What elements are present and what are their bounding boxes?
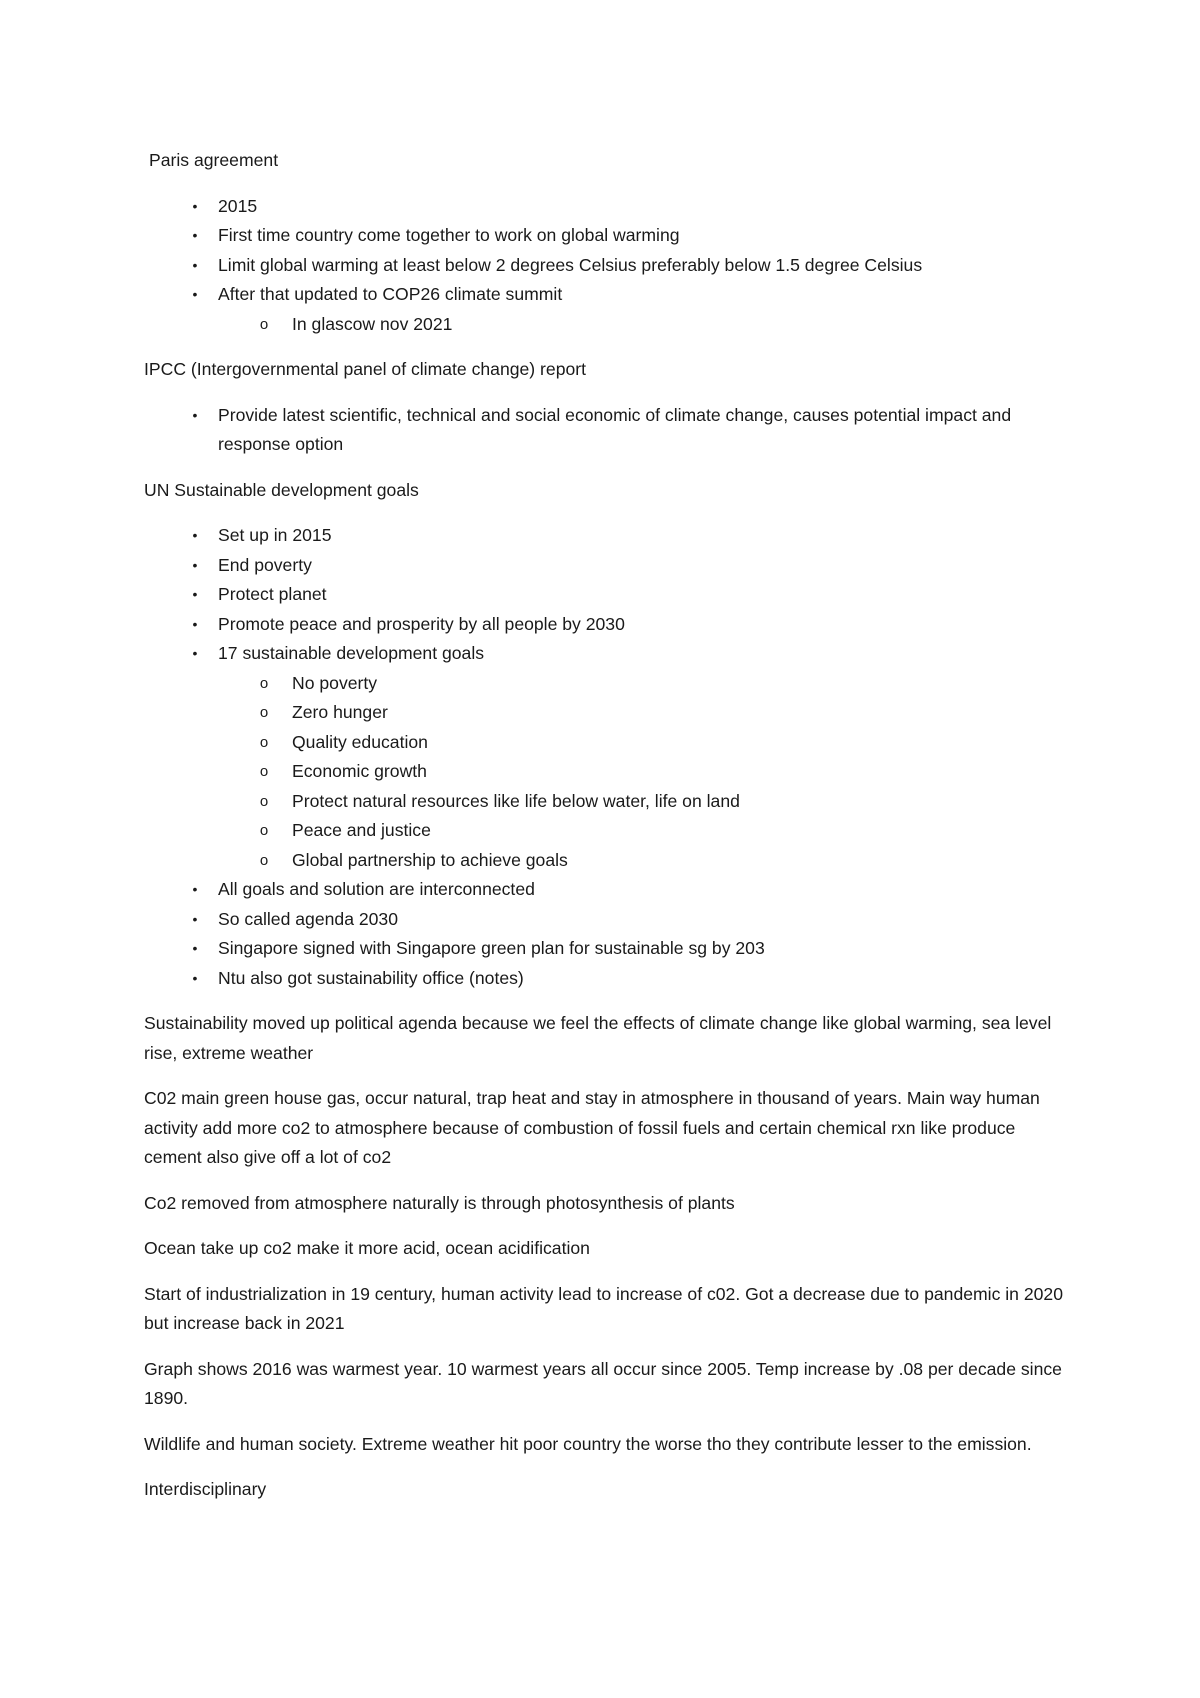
spacer [144,1414,1064,1430]
list-item [144,580,1064,610]
sub-bullet-icon: o [259,763,269,780]
heading-paris-agreement: Paris agreement [149,150,279,170]
ipcc-bullet-list [144,401,1064,460]
spacer [144,1459,1064,1475]
sub-list-item [144,787,1064,817]
sub-list-item [144,757,1064,787]
sub-list-item-text: No poverty [292,672,378,693]
document-body [144,146,1064,1505]
list-item [144,280,1064,339]
list-item [144,875,1064,905]
bullet-icon: • [192,586,198,602]
un-bullet-list-continued [144,875,1064,993]
sub-bullet-icon: o [259,792,269,810]
list-item-text: All goals and solution are interconnected [218,879,535,899]
spacer [144,460,1064,476]
bullet-icon: • [192,527,198,543]
spacer [144,505,1064,521]
spacer [144,385,1064,401]
list-item-text: Ntu also got sustainability office (notes) [218,967,524,988]
paris-bullet-list [144,192,1064,340]
list-item [144,905,1064,935]
list-item [144,401,1064,460]
bullet-icon: • [192,615,198,632]
paragraph: Graph shows 2016 was warmest year. 10 warmest years all occur since 2005. Temp increase by .08 per decade since 1890. [144,1358,1062,1408]
paragraph: Interdisciplinary [144,1479,267,1499]
bullet-icon: • [192,227,198,243]
list-item-text: 17 sustainable development goals [218,643,485,663]
list-item [144,639,1064,669]
sub-bullet-icon: o [259,704,269,721]
bullet-icon: • [192,406,198,423]
spacer [144,1218,1064,1234]
spacer [144,176,1064,192]
paragraph: Sustainability moved up political agenda because we feel the effects of climate change like global warming, sea level rise, extreme weather [144,1013,1052,1063]
sub-list-item [144,310,1064,340]
sub-list-item-text: In glascow nov 2021 [292,313,453,334]
bullet-icon: • [192,910,198,927]
bullet-icon: • [192,881,198,897]
spacer [144,339,1064,355]
sub-bullet-icon: o [259,315,269,333]
sub-list-item [144,698,1064,728]
list-item-text: After that updated to COP26 climate summit [218,284,563,304]
list-item-text: Limit global warming at least below 2 degrees Celsius preferably below 1.5 degree Celsius [218,254,923,275]
sub-bullet-icon: o [259,674,269,692]
bullet-icon: • [192,969,198,986]
sub-list-item [144,669,1064,699]
spacer [144,993,1064,1009]
list-item-text: Provide latest scientific, technical and social economic of climate change, causes potential impact and response option [218,404,1012,454]
sub-bullet-icon: o [259,733,269,751]
heading-un-sdg: UN Sustainable development goals [144,479,419,500]
list-item-text: So called agenda 2030 [218,908,399,929]
sub-list-item-text: Global partnership to achieve goals [292,849,568,870]
list-item-text: First time country come together to work on global warming [218,225,680,245]
sub-list-item-text: Economic growth [292,761,427,781]
spacer [144,1173,1064,1189]
list-item [144,521,1064,551]
heading-ipcc: IPCC (Intergovernmental panel of climate change) report [144,359,587,379]
spacer [144,1068,1064,1084]
bullet-icon: • [192,256,198,273]
list-item [144,610,1064,640]
spacer [144,1339,1064,1355]
bullet-icon: • [192,197,198,214]
bullet-icon: • [192,556,198,573]
spacer [144,1264,1064,1280]
list-item-text: Promote peace and prosperity by all people by 2030 [218,613,625,634]
sdg-goal-list [144,669,1064,876]
list-item [144,251,1064,281]
list-item-text: 2015 [218,195,258,216]
list-item [144,551,1064,581]
paragraph: Wildlife and human society. Extreme weather hit poor country the worse tho they contribute lesser to the emission. [144,1433,1032,1454]
list-item-text: Set up in 2015 [218,525,332,545]
list-item [144,934,1064,964]
list-item [144,221,1064,251]
paragraph: Co2 removed from atmosphere naturally is through photosynthesis of plants [144,1192,735,1213]
paragraph: Ocean take up co2 make it more acid, ocean acidification [144,1238,590,1258]
bullet-icon: • [192,940,198,956]
sub-list-item-text: Quality education [292,731,428,752]
sub-bullet-icon: o [259,822,269,839]
sub-list-item [144,846,1064,876]
list-item-text: Singapore signed with Singapore green plan for sustainable sg by 203 [218,938,765,958]
sub-bullet-icon: o [259,851,269,869]
list-item [144,964,1064,994]
sub-list-item-text: Peace and justice [292,820,431,840]
sub-list-item [144,728,1064,758]
paragraph: Start of industrialization in 19 century, human activity lead to increase of c02. Got a decrease due to pandemic in 2020 but increase back in 2021 [144,1283,1063,1333]
list-item-text: Protect planet [218,584,327,604]
paragraph: C02 main green house gas, occur natural, trap heat and stay in atmosphere in thousand of years. Main way human activity add more co2 to atmosphere because of combustion of fossil fuels and certain chemical rxn like produce cement also give off a lot of co2 [144,1088,1040,1167]
sub-list-item [144,816,1064,846]
list-item [144,192,1064,222]
list-item-text: End poverty [218,554,312,575]
sub-list-item-text: Protect natural resources like life below water, life on land [292,790,740,811]
paris-sub-list [218,310,1064,340]
sub-list-item-text: Zero hunger [292,702,388,722]
un-bullet-list [144,521,1064,669]
bullet-icon: • [192,645,198,661]
bullet-icon: • [192,286,198,302]
